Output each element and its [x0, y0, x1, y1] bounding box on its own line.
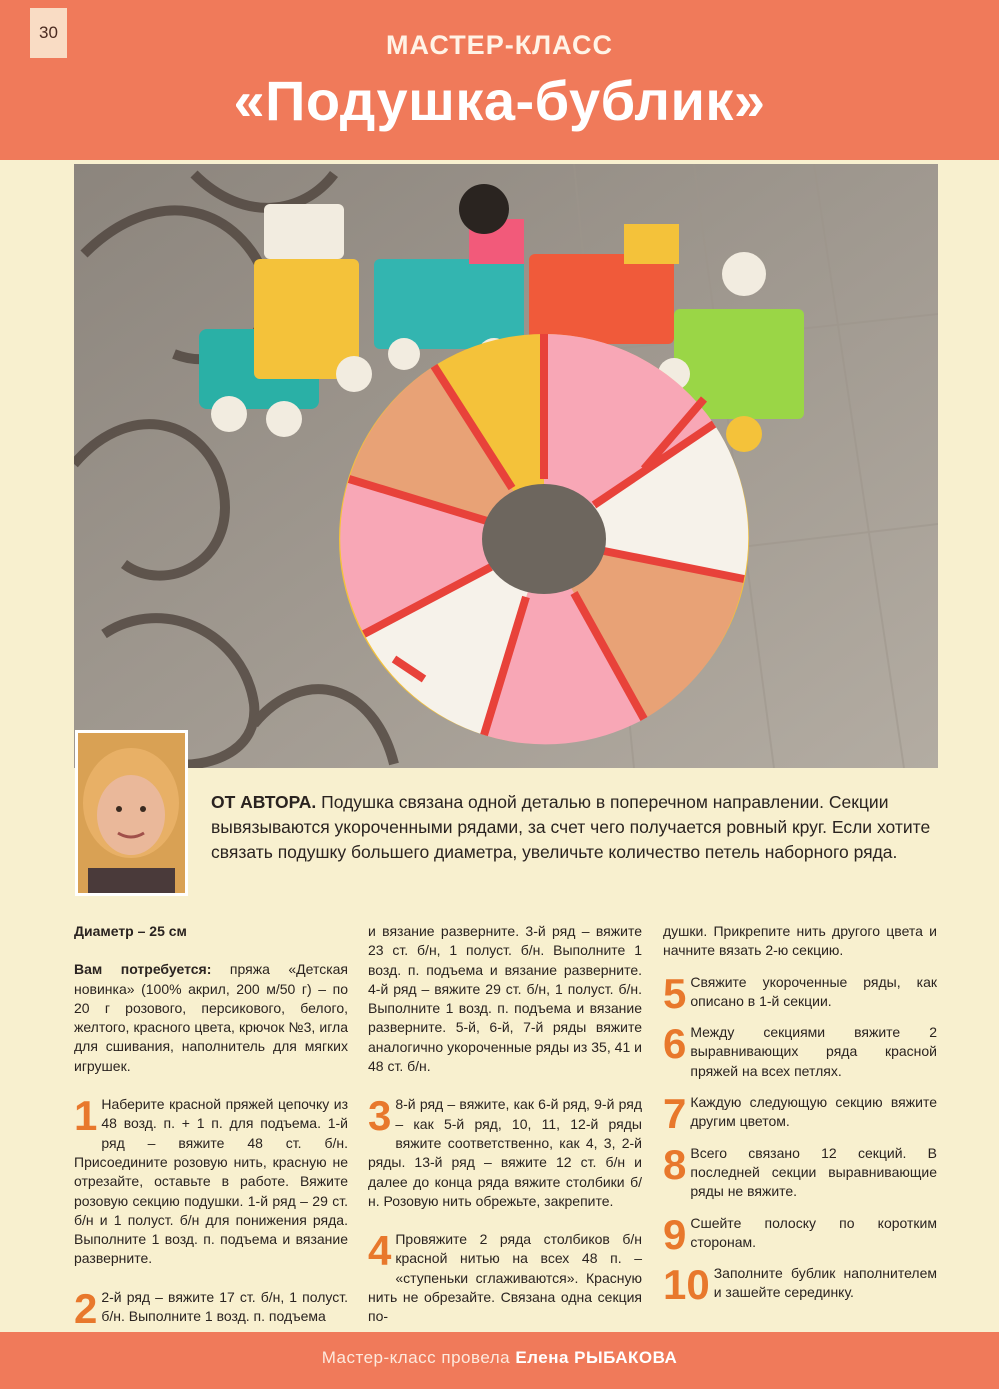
- instructions-column-3: [663, 922, 937, 1309]
- materials-label: Вам потребуется:: [74, 961, 212, 978]
- donut-pillow-illustration: [74, 164, 938, 768]
- step-text: Наберите красной пряжей цепочку из 48 возд. п. + 1 п. для подъема. 1-й ряд – вяжите 48 ст. б/н. Присоедините розовую нить, красную не отрезайте, оставьте в работе. Вяжите розовую секцию подушки. 1-й ряд – 29 ст. б/н и 1 полуст. б/н для понижения ряда. Выполните 1 возд. п. подъема и вязание разверните.: [74, 1096, 348, 1267]
- author-last-name: РЫБАКОВА: [574, 1348, 678, 1367]
- step-number: 1: [74, 1092, 98, 1140]
- step-text: Заполните бублик наполнителем и зашейте серединку.: [713, 1265, 937, 1301]
- author-first-name: Елена: [515, 1348, 569, 1367]
- step-text: Провяжите 2 ряда столбиков б/н красной нитью на всех 48 п. – «ступеньки сглаживаются». Красную нить не обрезайте. Связана одна секция по-: [368, 1231, 642, 1325]
- author-intro: [211, 790, 931, 865]
- step-text: Сшейте полоску по коротким сторонам.: [690, 1214, 937, 1250]
- step-number: 2: [74, 1284, 98, 1332]
- footer-credit: [0, 1348, 999, 1368]
- section-kicker: МАСТЕР-КЛАСС: [386, 30, 613, 60]
- step-5: [663, 969, 937, 1017]
- step-text: Свяжите укороченные ряды, как описано в 1-й секции.: [690, 973, 937, 1009]
- page-number: 30: [30, 8, 67, 58]
- step-number: 3: [368, 1092, 392, 1140]
- instructions-column-1: [74, 922, 348, 1332]
- step-7: [663, 1090, 937, 1138]
- step-2: [74, 1284, 348, 1332]
- footer-band: [0, 1332, 999, 1389]
- step-text: Каждую следующую секцию вяжите другим цветом.: [690, 1094, 937, 1130]
- step-text: Всего связано 12 секций. В последней секции выравнивающие ряды не вяжите.: [690, 1144, 937, 1200]
- author-photo: [75, 730, 188, 896]
- step-6: [663, 1020, 937, 1081]
- materials: [74, 960, 348, 1076]
- step-number: 4: [368, 1227, 392, 1275]
- step-3: [368, 1092, 642, 1211]
- intro-text: Подушка связана одной деталью в поперечном направлении. Секции вывязываются укороченными рядами, за счет чего получается ровный круг. Если хотите связать подушку большего диаметра, увеличьте количество петель наборного ряда.: [211, 792, 931, 862]
- step-8: [663, 1140, 937, 1202]
- step-9: [663, 1210, 937, 1258]
- intro-lead: ОТ АВТОРА.: [211, 792, 317, 812]
- donut-pillow: [339, 334, 749, 744]
- step-2-continued: и вязание разверните. 3-й ряд – вяжите 23 ст. б/н, 1 полуст. б/н. Выполните 1 возд. п. подъема и вязание разверните. 4-й ряд – вяжите 29 ст. б/н, 1 полуст. б/н. Выполните 1 возд. п. подъема и вязание разверните. 5-й, 6-й, 7-й ряды вяжите аналогично укороченные ряды из 35, 41 и 48 ст. б/н.: [368, 923, 642, 1075]
- header-band: [0, 0, 999, 160]
- instructions-column-2: [368, 922, 642, 1327]
- step-number: 6: [663, 1020, 687, 1068]
- step-4: [368, 1227, 642, 1326]
- step-number: 9: [663, 1210, 687, 1258]
- step-10: [663, 1261, 937, 1309]
- page-title: «Подушка-бублик»: [233, 69, 766, 132]
- diameter-label: Диаметр – 25 см: [74, 923, 187, 939]
- step-number: 7: [663, 1090, 687, 1138]
- step-text: 2-й ряд – вяжите 17 ст. б/н, 1 полуст. б/н. Выполните 1 возд. п. подъема: [101, 1288, 348, 1325]
- step-text: Между секциями вяжите 2 выравнивающих ряда красной пряжей на всех петлях.: [690, 1024, 937, 1079]
- footer-prefix: Мастер-класс провела: [321, 1348, 511, 1367]
- step-1: [74, 1092, 348, 1269]
- step-number: 10: [663, 1261, 710, 1309]
- main-photo: [74, 164, 938, 768]
- materials-text: пряжа «Детская новинка» (100% акрил, 200 м/50 г) – по 20 г розового, персикового, белого, желтого, красного цвета, крючок №3, игла для сшивания, наполнитель для мягких игрушек.: [74, 961, 348, 1074]
- step-text: 8-й ряд – вяжите, как 6-й ряд, 9-й ряд – как 5-й ряд, 10, 11, 12-й ряды вяжите соответственно, как 4, 3, 2-й ряды. 13-й ряд – вяжите 12 ст. б/н и далее до конца ряда вяжите столбики б/н. Розовую нить обрежьте, закрепите.: [368, 1096, 642, 1209]
- step-number: 8: [663, 1140, 687, 1188]
- step-4-continued: душки. Прикрепите нить другого цвета и начните вязать 2-ю секцию.: [663, 923, 937, 959]
- step-number: 5: [663, 969, 687, 1017]
